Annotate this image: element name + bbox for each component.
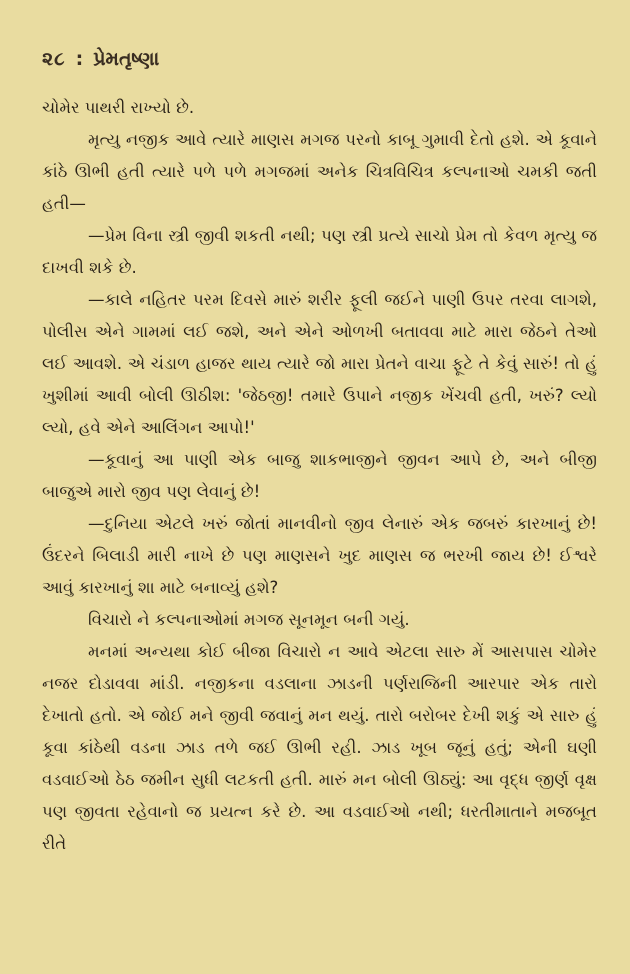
paragraph: —કાલે નહિતર પરમ દિવસે મારું શરીર ફૂલી જઈને પાણી ઉપર તરવા લાગશે, પોલીસ એને ગામમાં લઈ જશે, અને એને ઓળખી બતાવવા માટે મારા જેઠને તેઓ લઈ આવશે. એ ચંડાળ હાજર થાય ત્યારે જો મારા પ્રેતને વાચા ફૂટે તે કેવું સારું! તો હું ખુશીમાં આવી બોલી ઊઠીશ: 'જેઠજી! તમારે ઉપાને નજીક ખેંચવી હતી, ખરું? લ્યો લ્યો, હવે એને આલિંગન આપો!' bbox=[42, 290, 597, 437]
book-title: પ્રેમતૃષ્ણા bbox=[93, 48, 160, 70]
page-number: ૨૮ bbox=[42, 48, 66, 70]
header-separator: : bbox=[75, 48, 84, 70]
paragraph: —દુનિયા એટલે ખરું જોતાં માનવીનો જીવ લેનારું એક જબરું કારખાનું છે! ઉંદરને બિલાડી મારી નાખે છે પણ માણસને ખુદ માણસ જ ભરખી જાય છે! ઈશ્વરે આવું કારખાનું શા માટે બનાવ્યું હશે? bbox=[42, 514, 597, 597]
paragraph: —કૂવાનું આ પાણી એક બાજુ શાકભાજીને જીવન આપે છે, અને બીજી બાજુએ મારો જીવ પણ લેવાનું છે! bbox=[42, 450, 597, 501]
body-text bbox=[42, 92, 597, 860]
paragraph: —પ્રેમ વિના સ્ત્રી જીવી શકતી નથી; પણ સ્ત્રી પ્રત્યે સાચો પ્રેમ તો કેવળ મૃત્યુ જ દાખવી શકે છે. bbox=[42, 226, 597, 277]
paragraph: મૃત્યુ નજીક આવે ત્યારે માણસ મગજ પરનો કાબૂ ગુમાવી દેતો હશે. એ કૂવાને કાંઠે ઊભી હતી ત્યારે પળે પળે મગજમાં અનેક ચિત્રવિચિત્ર કલ્પનાઓ ચમકી જતી હતી— bbox=[42, 130, 597, 213]
running-header bbox=[42, 48, 159, 70]
paragraph: વિચારો ને કલ્પનાઓમાં મગજ સૂનમૂન બની ગયું. bbox=[88, 610, 410, 629]
paragraph: ચોમેર પાથરી રાખ્યો છે. bbox=[42, 98, 195, 117]
paragraph: મનમાં અન્યથા કોઈ બીજા વિચારો ન આવે એટલા સારુ મેં આસપાસ ચોમેર નજર દોડાવવા માંડી. નજીકના વડલાના ઝાડની પર્ણરાજિની આરપાર એક તારો દેખાતો હતો. એ જોઈ મને જીવી જવાનું મન થયું. તારો બરોબર દેખી શકું એ સારુ હું કૂવા કાંઠેથી વડના ઝાડ તળે જઈ ઊભી રહી. ઝાડ ખૂબ જૂનું હતું; એની ઘણી વડવાઈઓ ઠેઠ જમીન સુધી લટકતી હતી. મારું મન બોલી ઊઠ્યું: આ વૃદ્ધ જીર્ણ વૃક્ષ પણ જીવતા રહેવાનો જ પ્રયત્ન કરે છે. આ વડવાઈઓ નથી; ધરતીમાતાને મજબૂત રીતે bbox=[42, 642, 597, 853]
